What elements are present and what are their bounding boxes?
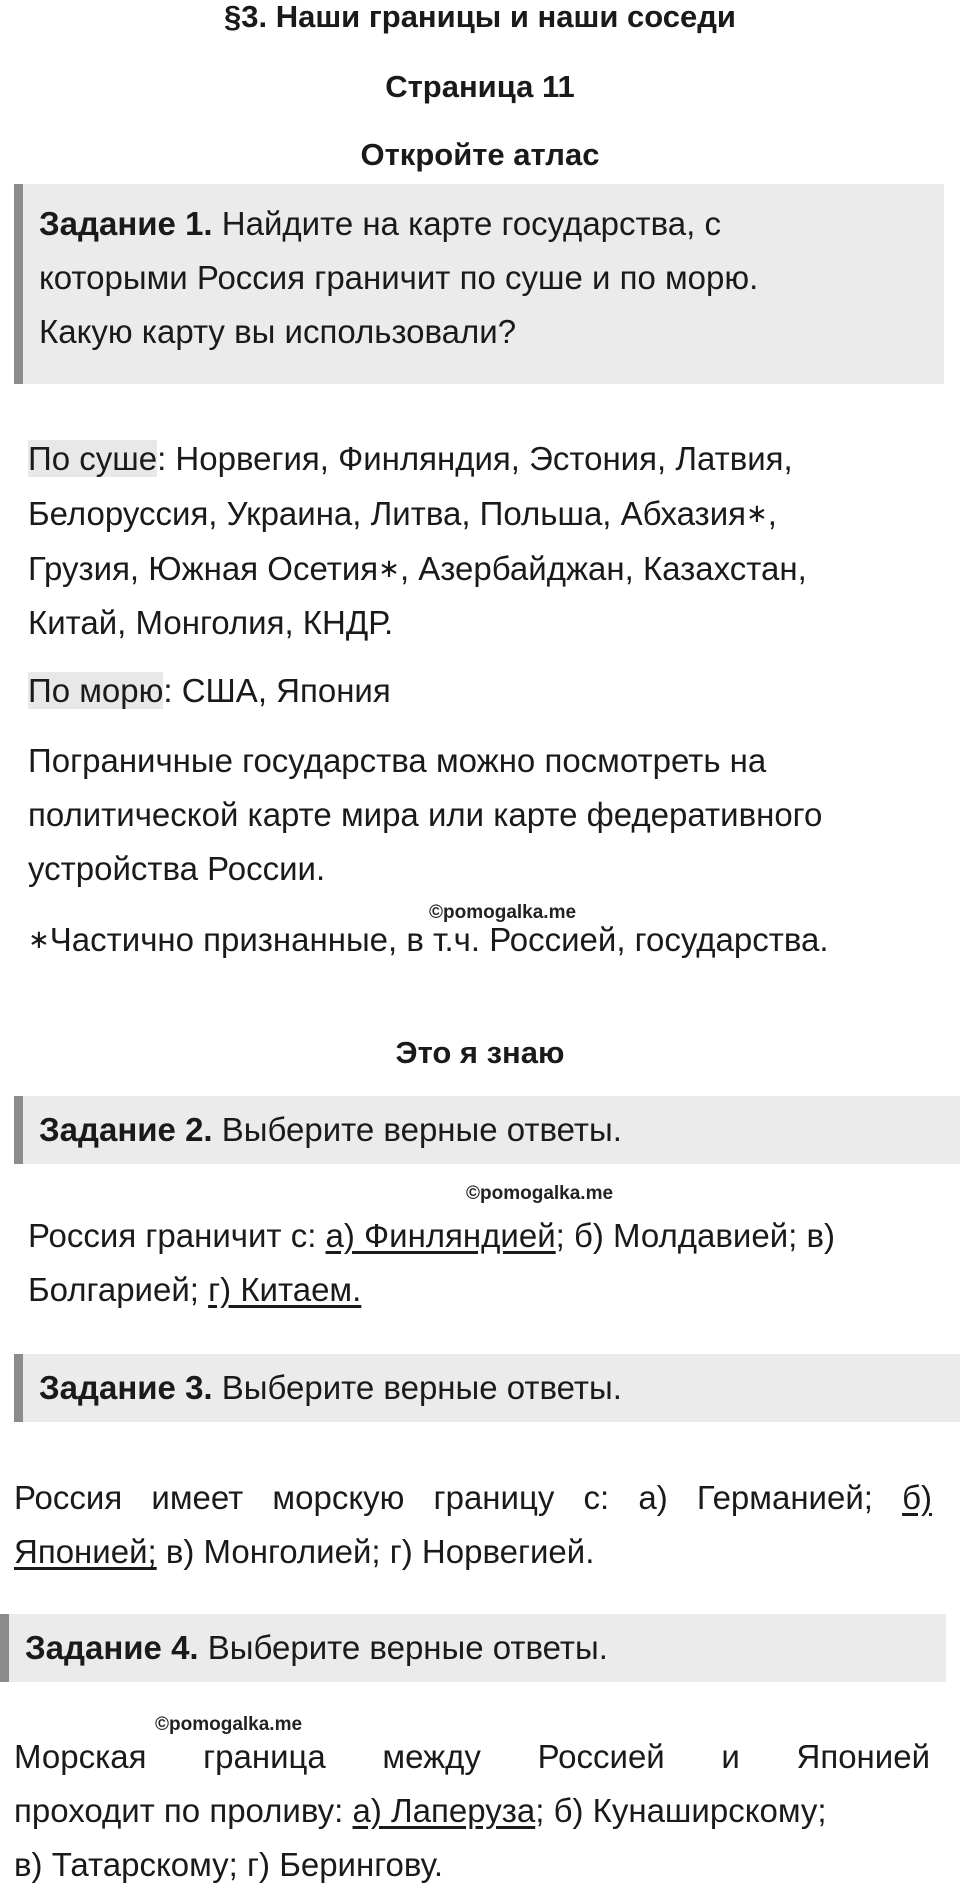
task-2-box: Задание 2. Выберите верные ответы. — [14, 1096, 960, 1164]
answer-1-footnote: ∗Частично признанные, в т.ч. Россией, государства. — [28, 921, 829, 958]
task-1-line-3: Какую карту вы использовали? — [39, 313, 517, 350]
task-2-label: Задание 2. — [39, 1111, 213, 1148]
answer-3-option-b-cont: Японией; — [14, 1533, 157, 1570]
task-1-label: Задание 1. — [39, 205, 213, 242]
task-1-box — [14, 184, 944, 384]
task-1-line-1: Задание 1. Найдите на карте государства, с — [39, 205, 721, 242]
answer-2-option-a: а) Финляндией — [325, 1217, 556, 1254]
land-label: По суше — [28, 440, 158, 477]
answer-2: Россия граничит с: а) Финляндией; б) Молдавией; в) Болгарией; г) Китаем. — [28, 1217, 835, 1308]
answer-2-option-d: г) Китаем. — [208, 1271, 362, 1308]
answer-1-sea: По морю: США, Япония — [28, 672, 391, 709]
task-4-label: Задание 4. — [25, 1629, 199, 1666]
task-3-box: Задание 3. Выберите верные ответы. — [14, 1354, 960, 1422]
answer-3: Россия имеет морскую границу с: а) Германией; б) Японией; в) Монголией; г) Норвегией. — [14, 1479, 932, 1570]
watermark: ©pomogalka.me — [155, 1714, 303, 1735]
sea-label: По морю — [28, 672, 164, 709]
answer-1-land: По суше: Норвегия, Финляндия, Эстония, Латвия, Белоруссия, Украина, Литва, Польша, Абхазия∗, Грузия, Южная Осетия∗, Азербайджан, Казахстан, Китай, Монголия, КНДР. — [28, 440, 807, 641]
section-known-heading: Это я знаю — [395, 1035, 565, 1070]
answer-3-option-b: б) — [902, 1479, 932, 1516]
answer-1-note: Пограничные государства можно посмотреть на политической карте мира или карте федеративного устройства России. — [28, 742, 823, 887]
page-label: Страница 11 — [385, 69, 575, 104]
watermark: ©pomogalka.me — [429, 902, 577, 923]
task-1-line-2: которыми Россия граничит по суше и по морю. — [39, 259, 759, 296]
answer-4: Морская граница между Россией и Японией проходит по проливу: а) Лаперуза; б) Кунаширскому; в) Татарскому; г) Берингову. — [14, 1738, 930, 1883]
section-atlas-heading: Откройте атлас — [360, 137, 600, 172]
task-3-label: Задание 3. — [39, 1369, 213, 1406]
watermark: ©pomogalka.me — [466, 1183, 614, 1204]
page-title: §3. Наши границы и наши соседи — [224, 0, 736, 34]
answer-4-option-a: а) Лаперуза — [352, 1792, 536, 1829]
task-4-box: Задание 4. Выберите верные ответы. — [0, 1614, 946, 1682]
